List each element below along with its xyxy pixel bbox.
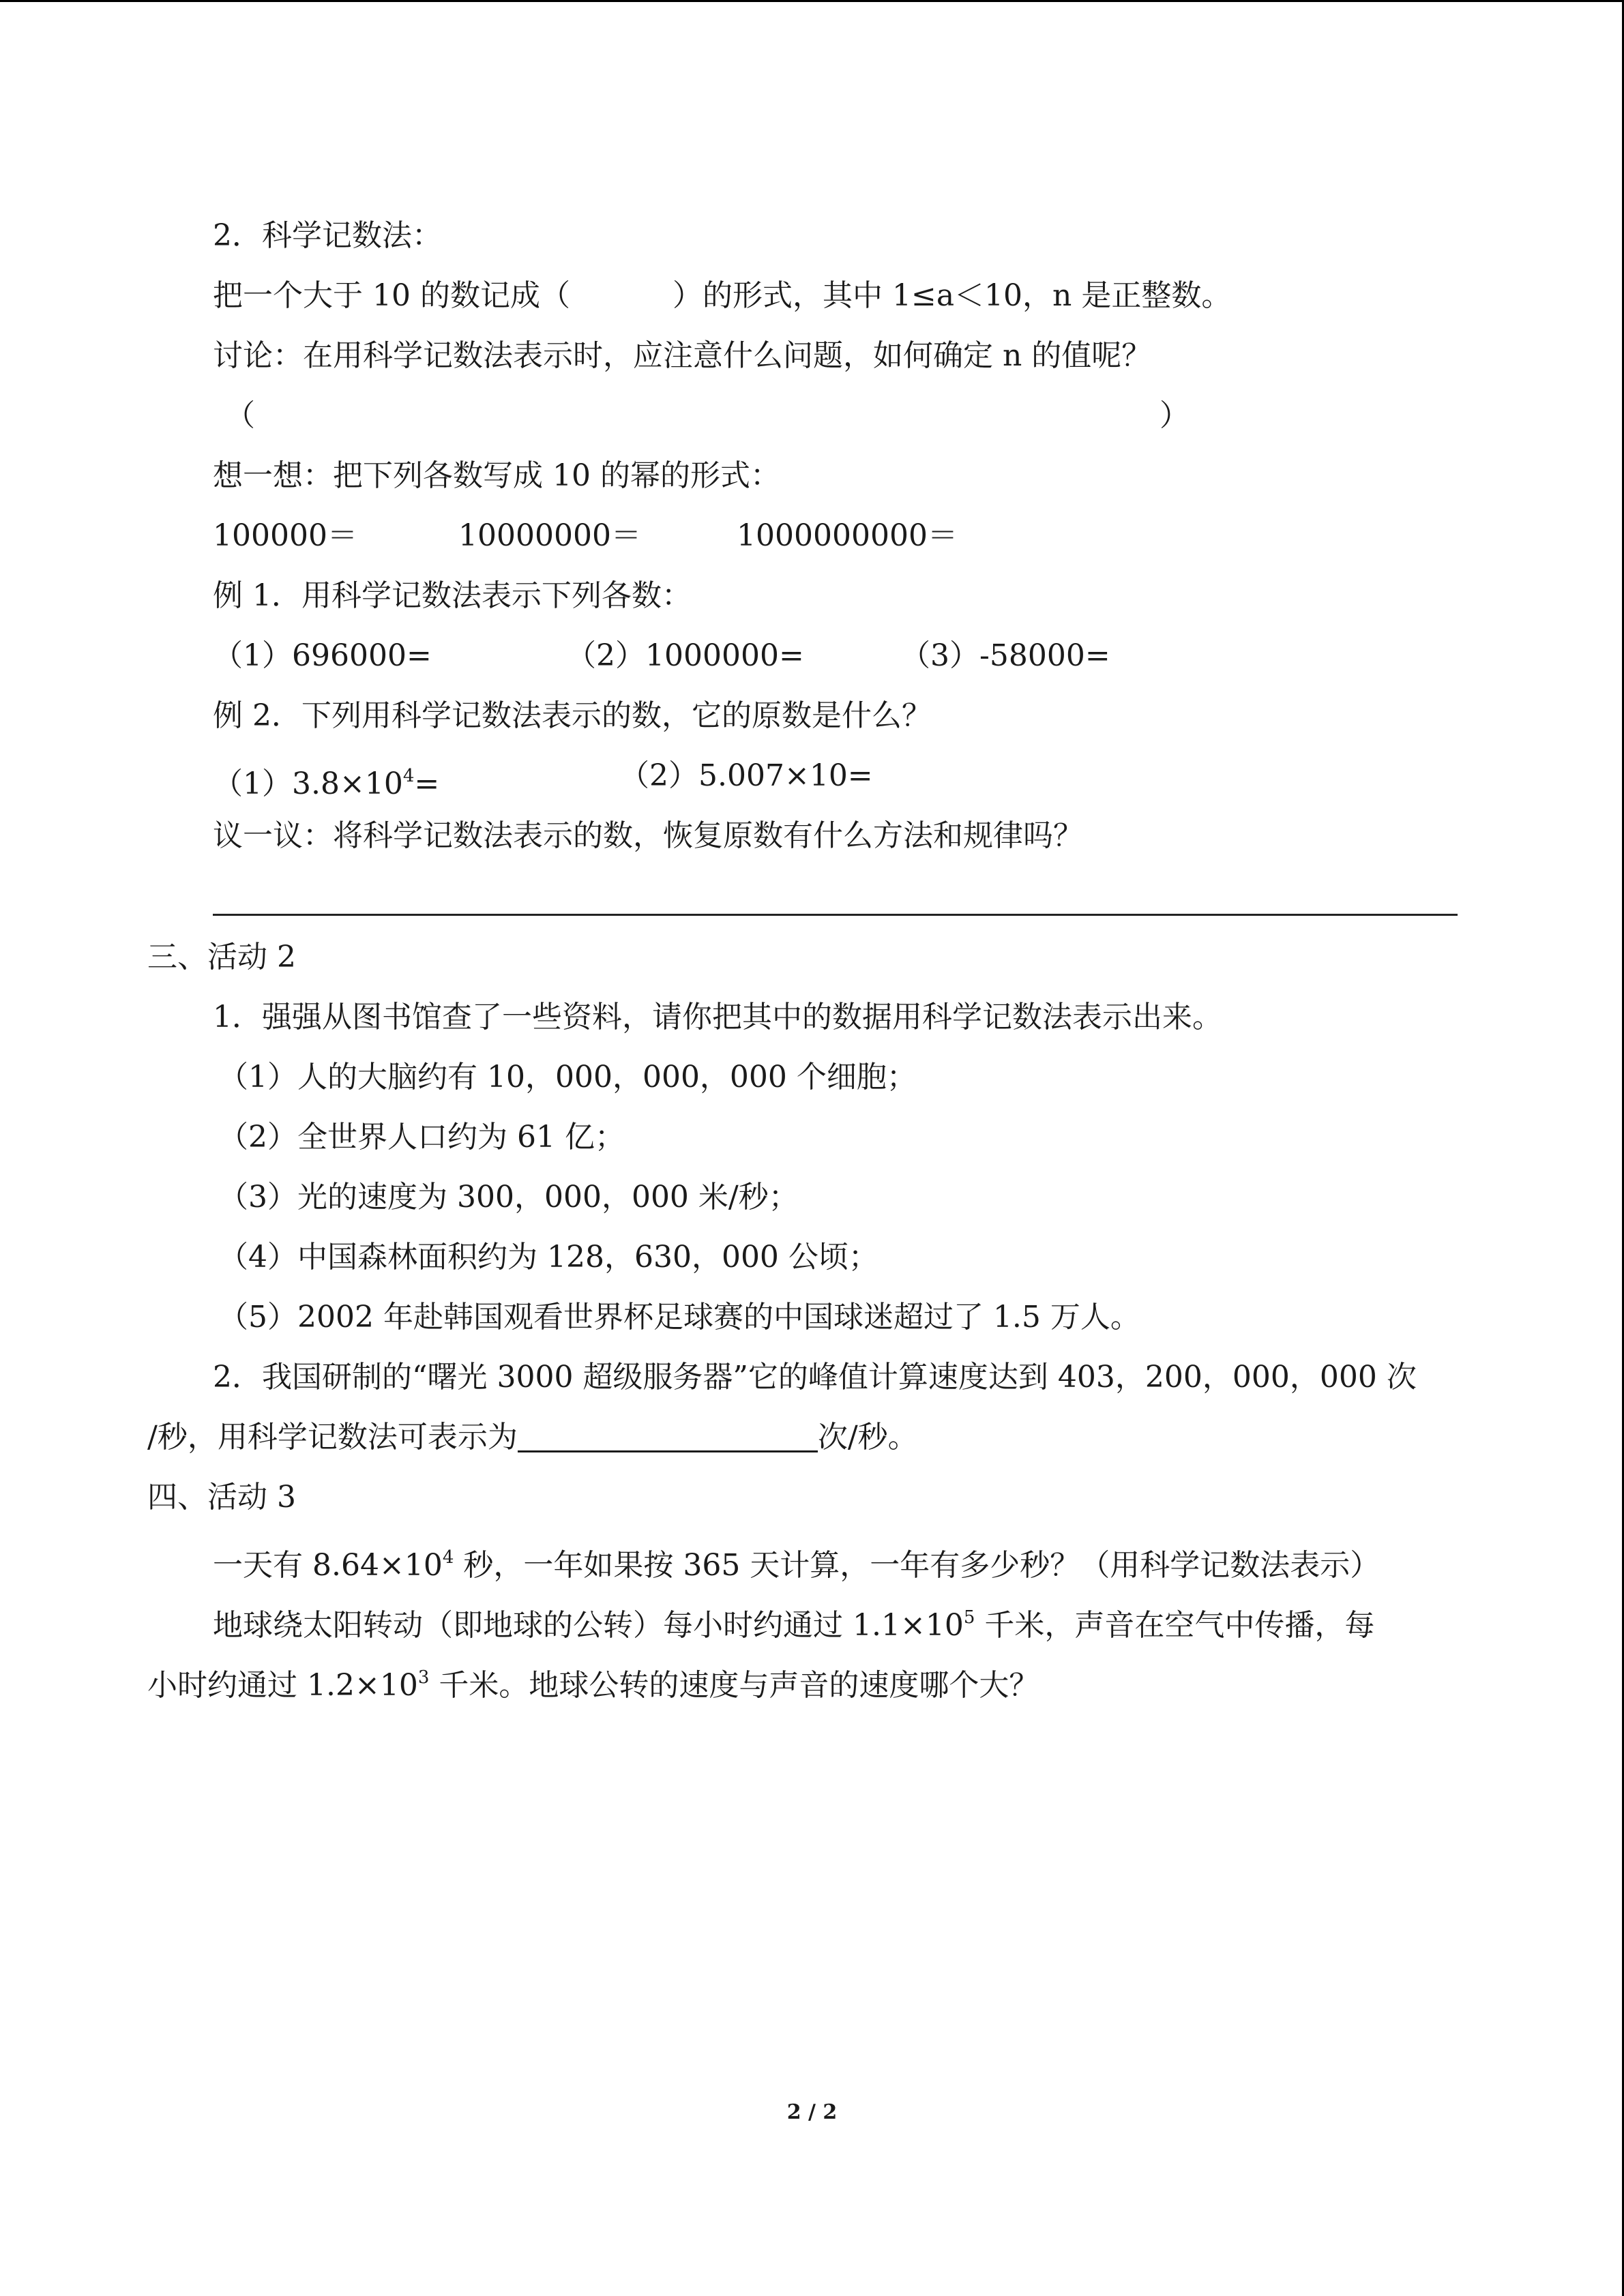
activity2-item-4: （4）中国森林面积约为 128，630，000 公顷； [218,1240,879,1274]
p1-post: 秒，一年如果按 365 天计算，一年有多少秒？（用科学记数法表示） [454,1548,1381,1583]
activity2-question-1: 1．强强从图书馆查了一些资料，请你把其中的数据用科学记数法表示出来。 [213,1000,1222,1034]
power-item-2: 10000000＝ [458,518,641,553]
discussion-line: 讨论：在用科学记数法表示时，应注意什么问题，如何确定 n 的值呢？ [213,338,1152,373]
activity3-paragraph-2-line1 [213,1597,1374,1646]
paren-close: ） [1160,398,1190,433]
example2-item-1 [213,756,439,805]
example1-item-3: （3）-58000= [900,638,1110,673]
p2-l1-pre: 地球绕太阳转动（即地球的公转）每小时约通过 1.1×10 [213,1608,964,1643]
activity2-question-2-line1: 2．我国研制的“曙光 3000 超级服务器”它的峰值计算速度达到 403，200，000，000 次 [213,1360,1417,1395]
activity3-heading: 四、活动 3 [147,1480,296,1515]
p2-l2-exponent: 3 [417,1667,430,1688]
power-item-3: 1000000000＝ [737,518,958,553]
page-border-top [0,0,1624,2]
example1-item-2: （2）1000000= [566,638,804,673]
activity3-paragraph-2-line2 [147,1657,1039,1706]
example2-item-1-base: （1）3.8×10 [213,766,403,801]
definition-part-a: 把一个大于 10 的数记成（ [213,278,570,313]
p2-l2-post: 千米。地球公转的速度与声音的速度哪个大？ [429,1668,1039,1703]
example1-title: 例 1．用科学记数法表示下列各数： [213,578,692,613]
example2-item-1-eq: = [414,766,440,801]
power-item-1: 100000＝ [213,518,357,553]
answer-blank [518,1419,818,1452]
example1-item-1: （1）696000= [213,638,432,673]
p2-l1-exponent: 5 [963,1607,975,1628]
activity2-item-1: （1）人的大脑约有 10，000，000，000 个细胞； [218,1060,917,1094]
activity2-question-2-line2 [147,1417,918,1458]
q2-suffix: 次/秒。 [817,1420,918,1455]
activity2-item-2: （2）全世界人口约为 61 亿； [218,1120,625,1154]
p1-pre: 一天有 8.64×10 [213,1548,443,1583]
definition-line [213,275,1231,316]
activity2-item-3: （3）光的速度为 300，000，000 米/秒； [218,1180,799,1214]
example2-item-2: （2）5.007×10= [619,758,873,793]
example2-item-1-exponent: 4 [402,766,415,786]
answer-rule [213,914,1458,916]
p1-exponent: 4 [442,1547,454,1568]
activity3-paragraph-1 [213,1537,1380,1586]
activity2-item-5: （5）2002 年赴韩国观看世界杯足球赛的中国球迷超过了 1.5 万人。 [218,1300,1140,1335]
p2-l1-post: 千米，声音在空气中传播，每 [975,1608,1375,1643]
q2-prefix: /秒，用科学记数法可表示为 [147,1420,518,1455]
example2-title: 例 2．下列用科学记数法表示的数，它的原数是什么？ [213,698,932,733]
discuss2-line: 议一议：将科学记数法表示的数，恢复原数有什么方法和规律吗？ [213,818,1083,853]
activity2-heading: 三、活动 2 [147,940,296,974]
section-heading: 2．科学记数法： [213,218,442,253]
page-number: 2 / 2 [786,2100,838,2124]
definition-part-b: ）的形式，其中 1≤a＜10，n 是正整数。 [672,278,1232,313]
paren-open: （ [225,398,255,433]
think-line: 想一想：把下列各数写成 10 的幂的形式： [213,458,780,493]
p2-l2-pre: 小时约通过 1.2×10 [147,1668,418,1703]
